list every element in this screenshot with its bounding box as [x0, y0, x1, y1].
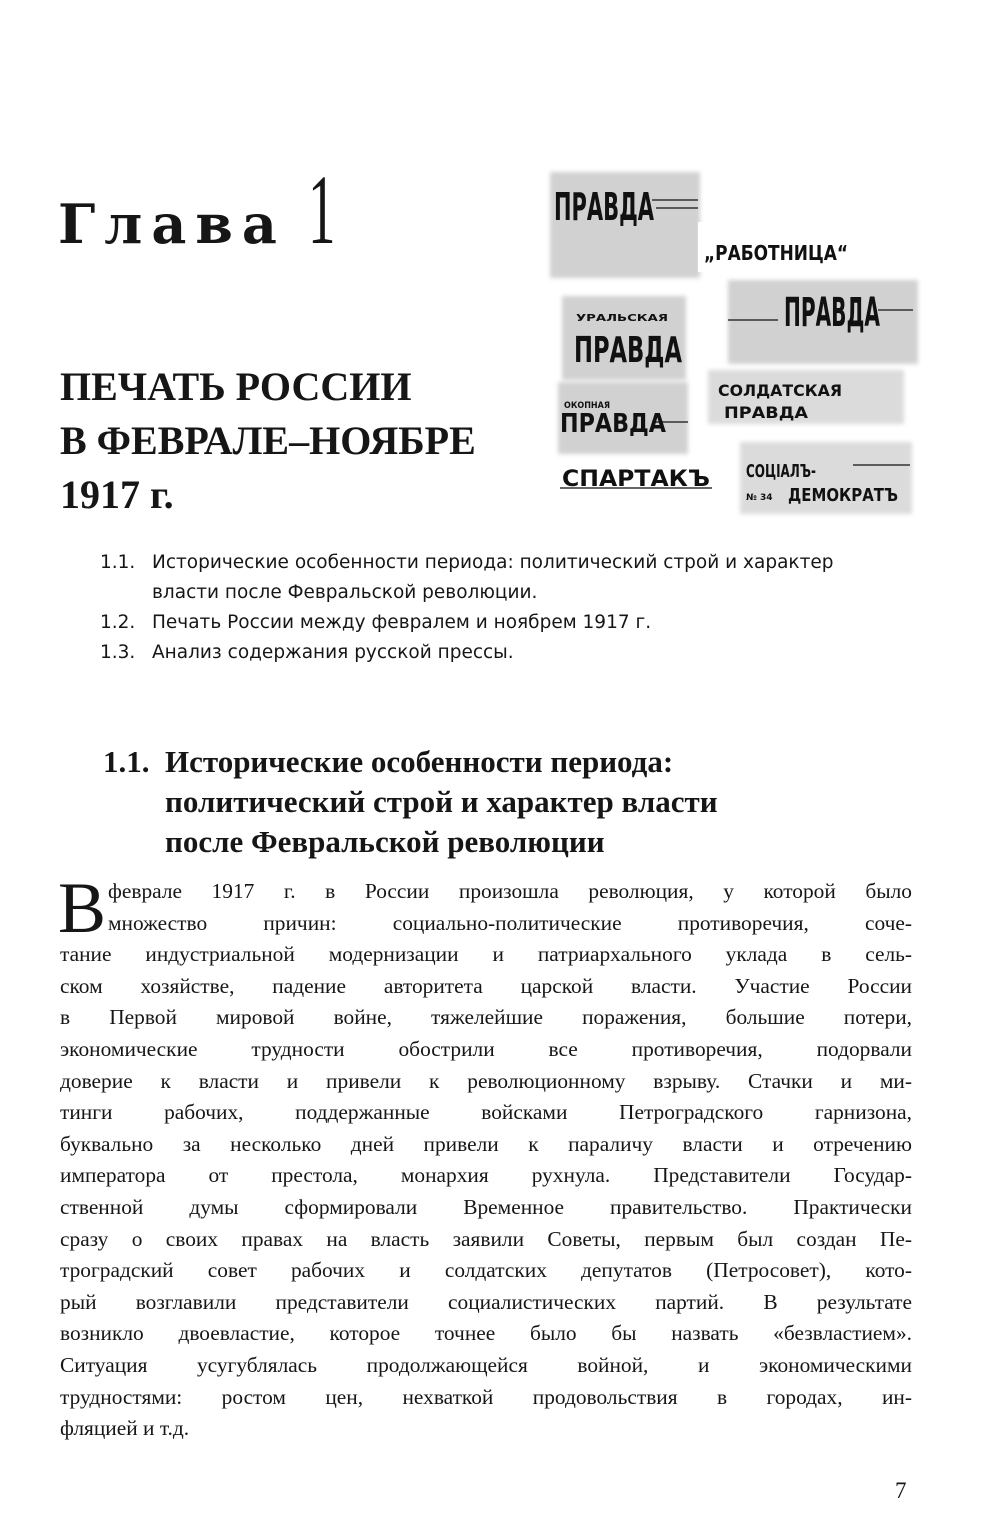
- body-line: троградский совет рабочих и солдатских депутатов (Петросовет), кото-: [60, 1258, 912, 1283]
- masthead-okopnaya-pravda: ПРАВДА: [560, 409, 666, 439]
- toc-item-text: Анализ содержания русской прессы.: [152, 642, 514, 663]
- masthead-uralskaya: УРАЛЬСКАЯ: [576, 313, 668, 324]
- toc-item: [100, 638, 920, 668]
- toc-item: [100, 608, 920, 638]
- section-number: 1.1.: [103, 744, 150, 779]
- drop-cap: В: [58, 868, 107, 948]
- newspaper-collage: [548, 170, 920, 520]
- body-line: ском хозяйстве, падение авторитета царской власти. Участие России: [60, 973, 912, 998]
- chapter-number: 1: [307, 154, 336, 265]
- body-line: рый возглавили представители социалистических партий. В результате: [60, 1289, 912, 1314]
- newspaper-collage-image: [548, 170, 920, 520]
- toc-item-text: [152, 548, 920, 608]
- section-heading: [103, 742, 933, 862]
- body-line: множество причин: социально-политические противоречия, соче-: [108, 910, 912, 935]
- chapter-title-line: ПЕЧАТЬ РОССИИ: [60, 364, 412, 409]
- chapter-label: Глава: [58, 192, 286, 256]
- chapter-title-line: В ФЕВРАЛЕ–НОЯБРЕ: [60, 418, 476, 463]
- section-title-line: политический строй и характер власти: [165, 784, 718, 819]
- masthead-socialdemokrat-2: ДЕМОКРАТЪ: [788, 485, 899, 506]
- body-line: тание индустриальной модернизации и патриархального уклада в сель-: [60, 942, 912, 967]
- toc-item-line: Исторические особенности периода: политический строй и характер: [152, 552, 834, 573]
- body-line: сразу о своих правах на власть заявили Советы, первым был создан Пе-: [60, 1226, 912, 1251]
- body-line: фляцией и т.д.: [60, 1416, 190, 1441]
- page-number: 7: [895, 1478, 907, 1503]
- body-line: трудностями: ростом цен, нехваткой продовольствия в городах, ин-: [60, 1384, 912, 1409]
- masthead-okopnaya: ОКОПНАЯ: [564, 401, 611, 411]
- body-line: императора от престола, монархия рухнула. Представители Государ-: [60, 1163, 912, 1188]
- toc-item-number: 1.2.: [100, 612, 136, 633]
- body-line: ственной думы сформировали Временное правительство. Практически: [60, 1194, 912, 1219]
- masthead-soldatskaya: СОЛДАТСКАЯ: [718, 381, 842, 400]
- toc-item-number: 1.1.: [100, 552, 136, 573]
- masthead-rabotnitsa: „РАБОТНИЦА“: [704, 241, 848, 265]
- masthead-soldatskaya-pravda: ПРАВДА: [724, 403, 809, 422]
- toc-item-line: власти после Февральской революции.: [152, 582, 538, 603]
- toc-item-number: 1.3.: [100, 642, 136, 663]
- masthead-pravda-1: ПРАВДА: [554, 185, 655, 229]
- body-line: в Первой мировой войне, тяжелейшие поражения, большие потери,: [60, 1005, 912, 1030]
- masthead-issue-number: № 34: [746, 493, 773, 503]
- body-line: возникло двоевластие, которое точнее было бы назвать «безвластием».: [60, 1321, 912, 1346]
- body-line: Ситуация усугублялась продолжающейся войной, и экономическими: [60, 1352, 912, 1377]
- section-title-line: после Февральской революции: [165, 824, 605, 859]
- toc-item: [100, 548, 920, 608]
- body-paragraph: [58, 868, 912, 1445]
- body-line: феврале 1917 г. в России произошла революция, у которой было: [108, 879, 912, 903]
- section-title-line: Исторические особенности периода:: [165, 744, 674, 779]
- chapter-title-line: 1917 г.: [60, 472, 174, 517]
- masthead-uralskaya-pravda: ПРАВДА: [574, 330, 683, 371]
- body-line: экономические трудности обострили все противоречия, подорвали: [60, 1036, 912, 1061]
- chapter-heading: [58, 154, 358, 265]
- chapter-contents: [100, 548, 920, 668]
- masthead-socialdemokrat-1: СОЦIАЛЪ-: [746, 461, 816, 482]
- toc-item-text: Печать России между февралем и ноябрем 1917 г.: [152, 612, 652, 633]
- masthead-pravda-2: ПРАВДА: [784, 290, 881, 336]
- chapter-title: [60, 360, 476, 522]
- masthead-spartak: СПАРТАКЪ: [562, 467, 710, 492]
- body-line: тинги рабочих, поддержанные войсками Петроградского гарнизона,: [60, 1100, 912, 1125]
- body-line: буквально за несколько дней привели к параличу власти и отречению: [60, 1131, 912, 1156]
- body-line: доверие к власти и привели к революционному взрыву. Стачки и ми-: [60, 1068, 912, 1093]
- section-title: [165, 742, 718, 862]
